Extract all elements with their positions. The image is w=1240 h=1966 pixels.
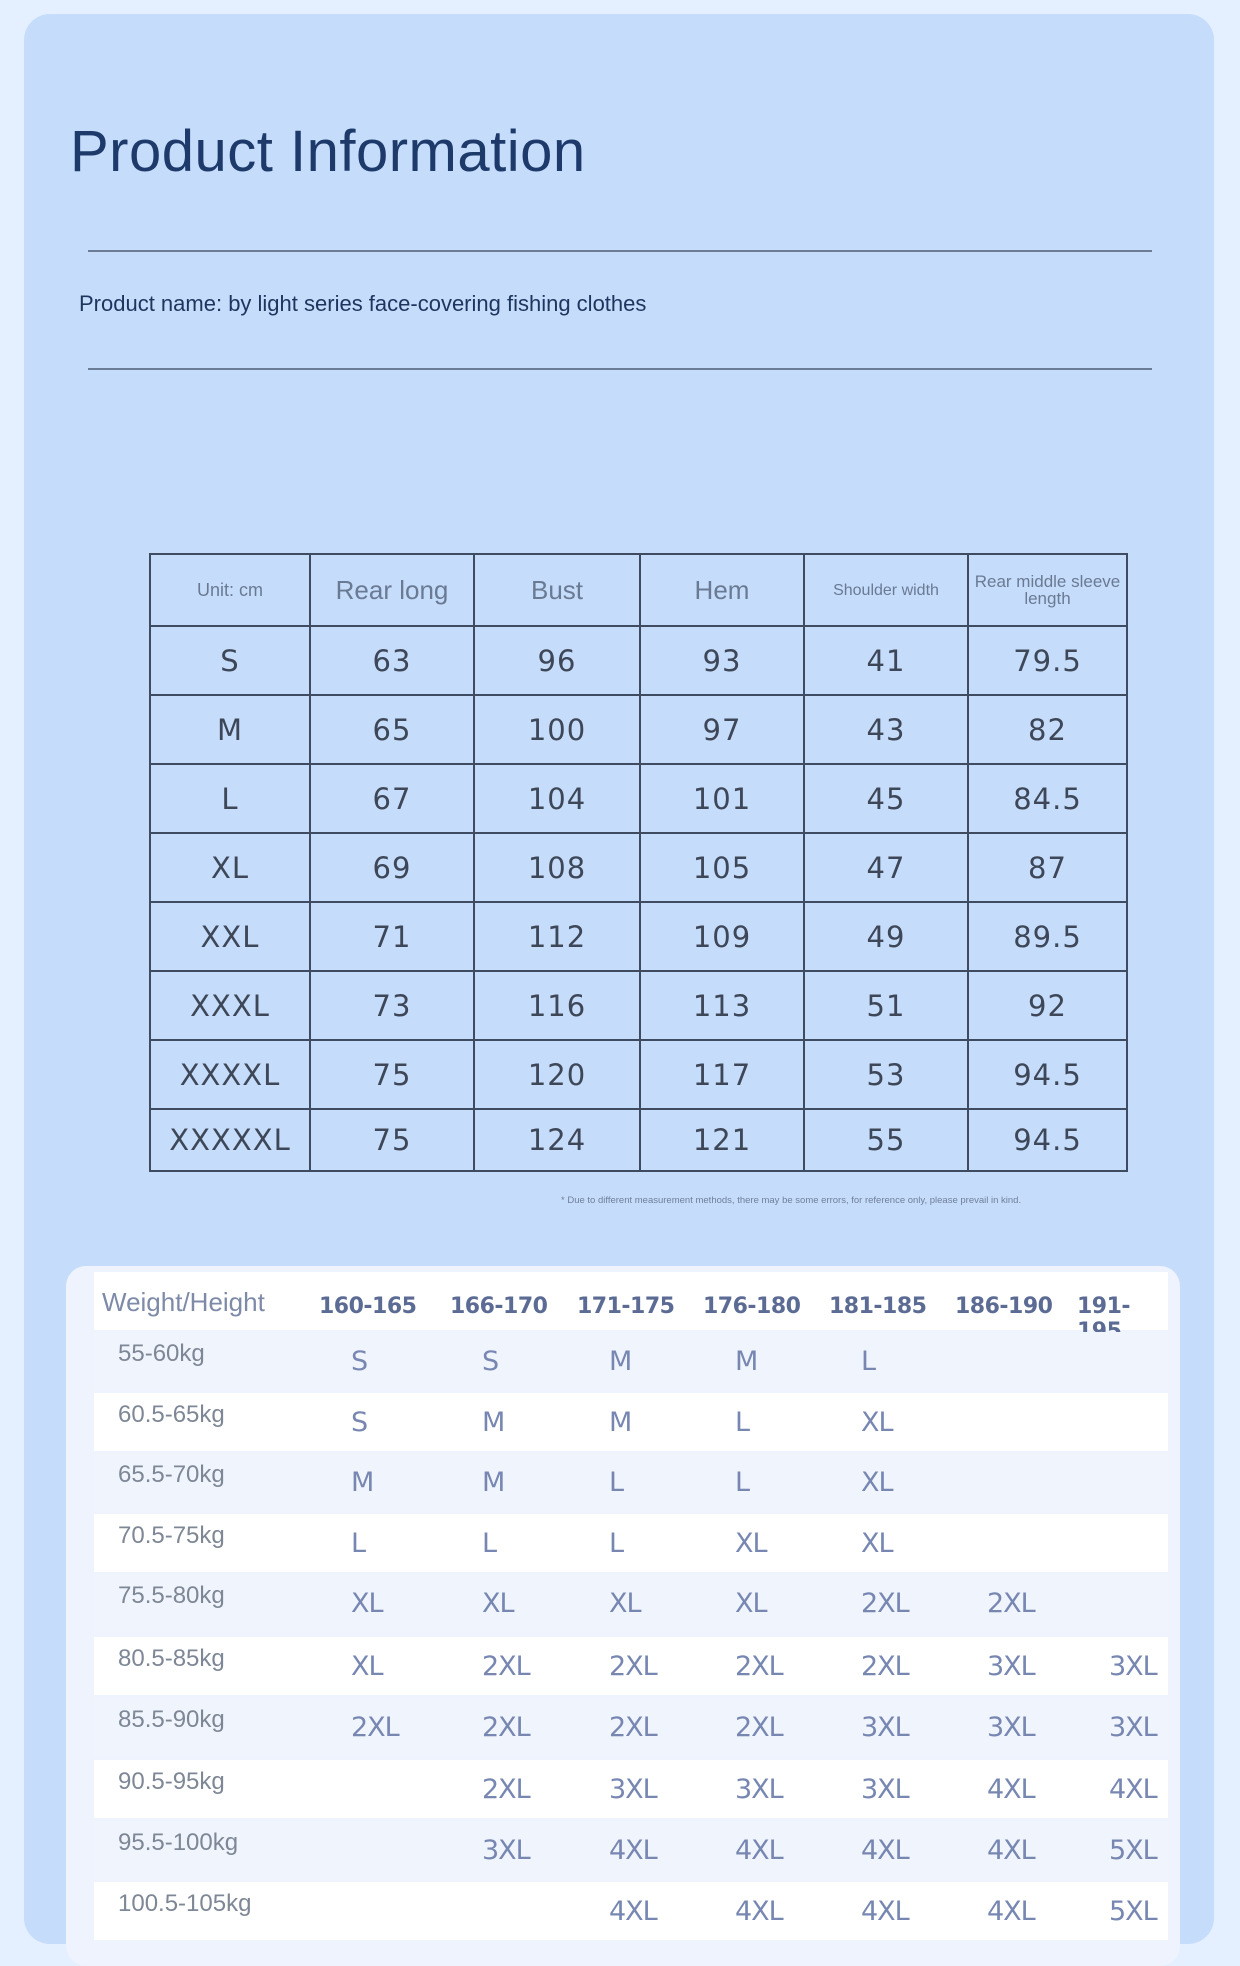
table-cell: 89.5: [968, 902, 1127, 971]
table-cell: 101: [640, 764, 804, 833]
table-cell: 87: [968, 833, 1127, 902]
height-column-header: 160-165: [319, 1294, 417, 1319]
recommended-size: XL: [861, 1528, 893, 1559]
table-cell: 84.5: [968, 764, 1127, 833]
recommended-size: 2XL: [861, 1651, 909, 1682]
size-label: XL: [150, 833, 310, 902]
table-cell: 96: [474, 626, 640, 695]
recommended-size: M: [482, 1407, 505, 1438]
table-row: [150, 695, 1127, 764]
height-column-header: 171-175: [577, 1294, 675, 1319]
table-cell: 71: [310, 902, 474, 971]
table-row: [150, 833, 1127, 902]
fit-chart-row: [94, 1574, 1168, 1632]
recommended-size: 3XL: [987, 1712, 1035, 1743]
table-cell: 73: [310, 971, 474, 1040]
table-cell: 105: [640, 833, 804, 902]
recommended-size: XL: [861, 1407, 893, 1438]
header-shoulder-width: Shoulder width: [804, 554, 968, 626]
product-name: Product name: by light series face-covering fishing clothes: [79, 291, 647, 316]
recommended-size: 4XL: [987, 1774, 1035, 1805]
fit-chart-row: [94, 1760, 1168, 1818]
height-column-header: 186-190: [955, 1294, 1053, 1319]
fit-chart-row: [94, 1453, 1168, 1511]
recommended-size: L: [609, 1528, 624, 1559]
recommended-size: 4XL: [987, 1896, 1035, 1927]
fit-chart-row: [94, 1514, 1168, 1572]
divider-top: [88, 250, 1152, 252]
size-label: S: [150, 626, 310, 695]
table-cell: 93: [640, 626, 804, 695]
recommended-size: 3XL: [987, 1651, 1035, 1682]
header-hem: Hem: [640, 554, 804, 626]
recommended-size: M: [609, 1407, 632, 1438]
table-cell: 79.5: [968, 626, 1127, 695]
weight-label: 55-60kg: [118, 1340, 205, 1367]
recommended-size: 4XL: [1109, 1774, 1157, 1805]
table-cell: 63: [310, 626, 474, 695]
recommended-size: L: [609, 1467, 624, 1498]
table-cell: 92: [968, 971, 1127, 1040]
fit-chart-row: [94, 1332, 1168, 1390]
recommended-size: 4XL: [861, 1896, 909, 1927]
recommended-size: 3XL: [861, 1712, 909, 1743]
recommended-size: XL: [735, 1588, 767, 1619]
height-column-header: 176-180: [703, 1294, 801, 1319]
table-row: [150, 1109, 1127, 1171]
recommended-size: XL: [735, 1528, 767, 1559]
table-cell: 41: [804, 626, 968, 695]
recommended-size: 2XL: [987, 1588, 1035, 1619]
recommended-size: 2XL: [482, 1712, 530, 1743]
recommended-size: 2XL: [482, 1651, 530, 1682]
size-label: M: [150, 695, 310, 764]
table-cell: 49: [804, 902, 968, 971]
height-column-header: 181-185: [829, 1294, 927, 1319]
page-title: Product Information: [70, 119, 586, 184]
recommended-size: L: [735, 1407, 750, 1438]
weight-label: 85.5-90kg: [118, 1706, 225, 1733]
weight-label: 65.5-70kg: [118, 1461, 225, 1488]
recommended-size: S: [482, 1346, 499, 1377]
recommended-size: L: [735, 1467, 750, 1498]
table-cell: 121: [640, 1109, 804, 1171]
weight-label: 90.5-95kg: [118, 1768, 225, 1795]
recommended-size: M: [351, 1467, 374, 1498]
height-column-header: 191-: [1077, 1294, 1131, 1319]
table-cell: 116: [474, 971, 640, 1040]
table-cell: 55: [804, 1109, 968, 1171]
table-row: [150, 1040, 1127, 1109]
recommended-size: 2XL: [861, 1588, 909, 1619]
divider-bottom: [88, 368, 1152, 370]
table-cell: 120: [474, 1040, 640, 1109]
table-cell: 117: [640, 1040, 804, 1109]
table-cell: 47: [804, 833, 968, 902]
weight-label: 75.5-80kg: [118, 1582, 225, 1609]
recommended-size: M: [609, 1346, 632, 1377]
recommended-size: 4XL: [735, 1896, 783, 1927]
recommended-size: 2XL: [609, 1712, 657, 1743]
table-row: [150, 971, 1127, 1040]
recommended-size: 4XL: [735, 1835, 783, 1866]
table-cell: 112: [474, 902, 640, 971]
weight-height-label: Weight/Height: [102, 1287, 265, 1317]
fit-chart-header: [94, 1272, 1168, 1330]
height-column-header: 166-170: [450, 1294, 548, 1319]
header-rear-long: Rear long: [310, 554, 474, 626]
fit-chart-row: [94, 1637, 1168, 1695]
recommended-size: 2XL: [482, 1774, 530, 1805]
recommended-size: 3XL: [482, 1835, 530, 1866]
table-cell: 124: [474, 1109, 640, 1171]
size-label: XXXXXL: [150, 1109, 310, 1171]
size-label: XXL: [150, 902, 310, 971]
recommended-size: S: [351, 1346, 368, 1377]
weight-label: 60.5-65kg: [118, 1401, 225, 1428]
recommended-size: L: [861, 1346, 876, 1377]
table-cell: 65: [310, 695, 474, 764]
table-cell: 97: [640, 695, 804, 764]
recommended-size: 4XL: [609, 1896, 657, 1927]
size-table: [149, 553, 1128, 1172]
size-table-header: [150, 554, 1127, 626]
recommended-size: 3XL: [1109, 1651, 1157, 1682]
table-row: [150, 626, 1127, 695]
table-cell: 100: [474, 695, 640, 764]
recommended-size: L: [351, 1528, 366, 1559]
recommended-size: 4XL: [609, 1835, 657, 1866]
table-cell: 104: [474, 764, 640, 833]
recommended-size: XL: [351, 1651, 383, 1682]
recommended-size: 3XL: [609, 1774, 657, 1805]
header-bust: Bust: [474, 554, 640, 626]
table-cell: 43: [804, 695, 968, 764]
recommended-size: 3XL: [1109, 1712, 1157, 1743]
recommended-size: 2XL: [735, 1712, 783, 1743]
header-unit: Unit: cm: [150, 554, 310, 626]
table-cell: 75: [310, 1040, 474, 1109]
recommended-size: 5XL: [1109, 1896, 1157, 1927]
table-cell: 45: [804, 764, 968, 833]
recommended-size: XL: [861, 1467, 893, 1498]
table-cell: 109: [640, 902, 804, 971]
weight-label: 95.5-100kg: [118, 1829, 239, 1856]
table-cell: 108: [474, 833, 640, 902]
recommended-size: XL: [482, 1588, 514, 1619]
recommended-size: L: [482, 1528, 497, 1559]
table-cell: 94.5: [968, 1040, 1127, 1109]
fit-chart-row: [94, 1882, 1168, 1940]
fit-chart-row: [94, 1698, 1168, 1756]
recommended-size: M: [482, 1467, 505, 1498]
fit-chart-row: [94, 1393, 1168, 1451]
recommended-size: M: [735, 1346, 758, 1377]
table-row: [150, 902, 1127, 971]
recommended-size: 5XL: [1109, 1835, 1157, 1866]
table-cell: 113: [640, 971, 804, 1040]
size-label: L: [150, 764, 310, 833]
table-cell: 82: [968, 695, 1127, 764]
recommended-size: S: [351, 1407, 368, 1438]
size-label: XXXXL: [150, 1040, 310, 1109]
recommended-size: XL: [609, 1588, 641, 1619]
table-cell: 53: [804, 1040, 968, 1109]
recommended-size: 4XL: [987, 1835, 1035, 1866]
recommended-size: 2XL: [735, 1651, 783, 1682]
weight-label: 100.5-105kg: [118, 1890, 252, 1917]
recommended-size: XL: [351, 1588, 383, 1619]
measurement-note: * Due to different measurement methods, there may be some errors, for reference only, please prevail in kind.: [561, 1195, 1022, 1206]
recommended-size: 2XL: [609, 1651, 657, 1682]
weight-label: 70.5-75kg: [118, 1522, 225, 1549]
table-cell: 94.5: [968, 1109, 1127, 1171]
fit-chart-row: [94, 1821, 1168, 1879]
table-cell: 51: [804, 971, 968, 1040]
table-cell: 75: [310, 1109, 474, 1171]
table-row: [150, 764, 1127, 833]
table-cell: 67: [310, 764, 474, 833]
recommended-size: 4XL: [861, 1835, 909, 1866]
weight-label: 80.5-85kg: [118, 1645, 225, 1672]
recommended-size: 2XL: [351, 1712, 399, 1743]
size-label: XXXL: [150, 971, 310, 1040]
recommended-size: 3XL: [735, 1774, 783, 1805]
header-sleeve-length: Rear middle sleeve length: [968, 554, 1127, 626]
recommended-size: 3XL: [861, 1774, 909, 1805]
table-cell: 69: [310, 833, 474, 902]
